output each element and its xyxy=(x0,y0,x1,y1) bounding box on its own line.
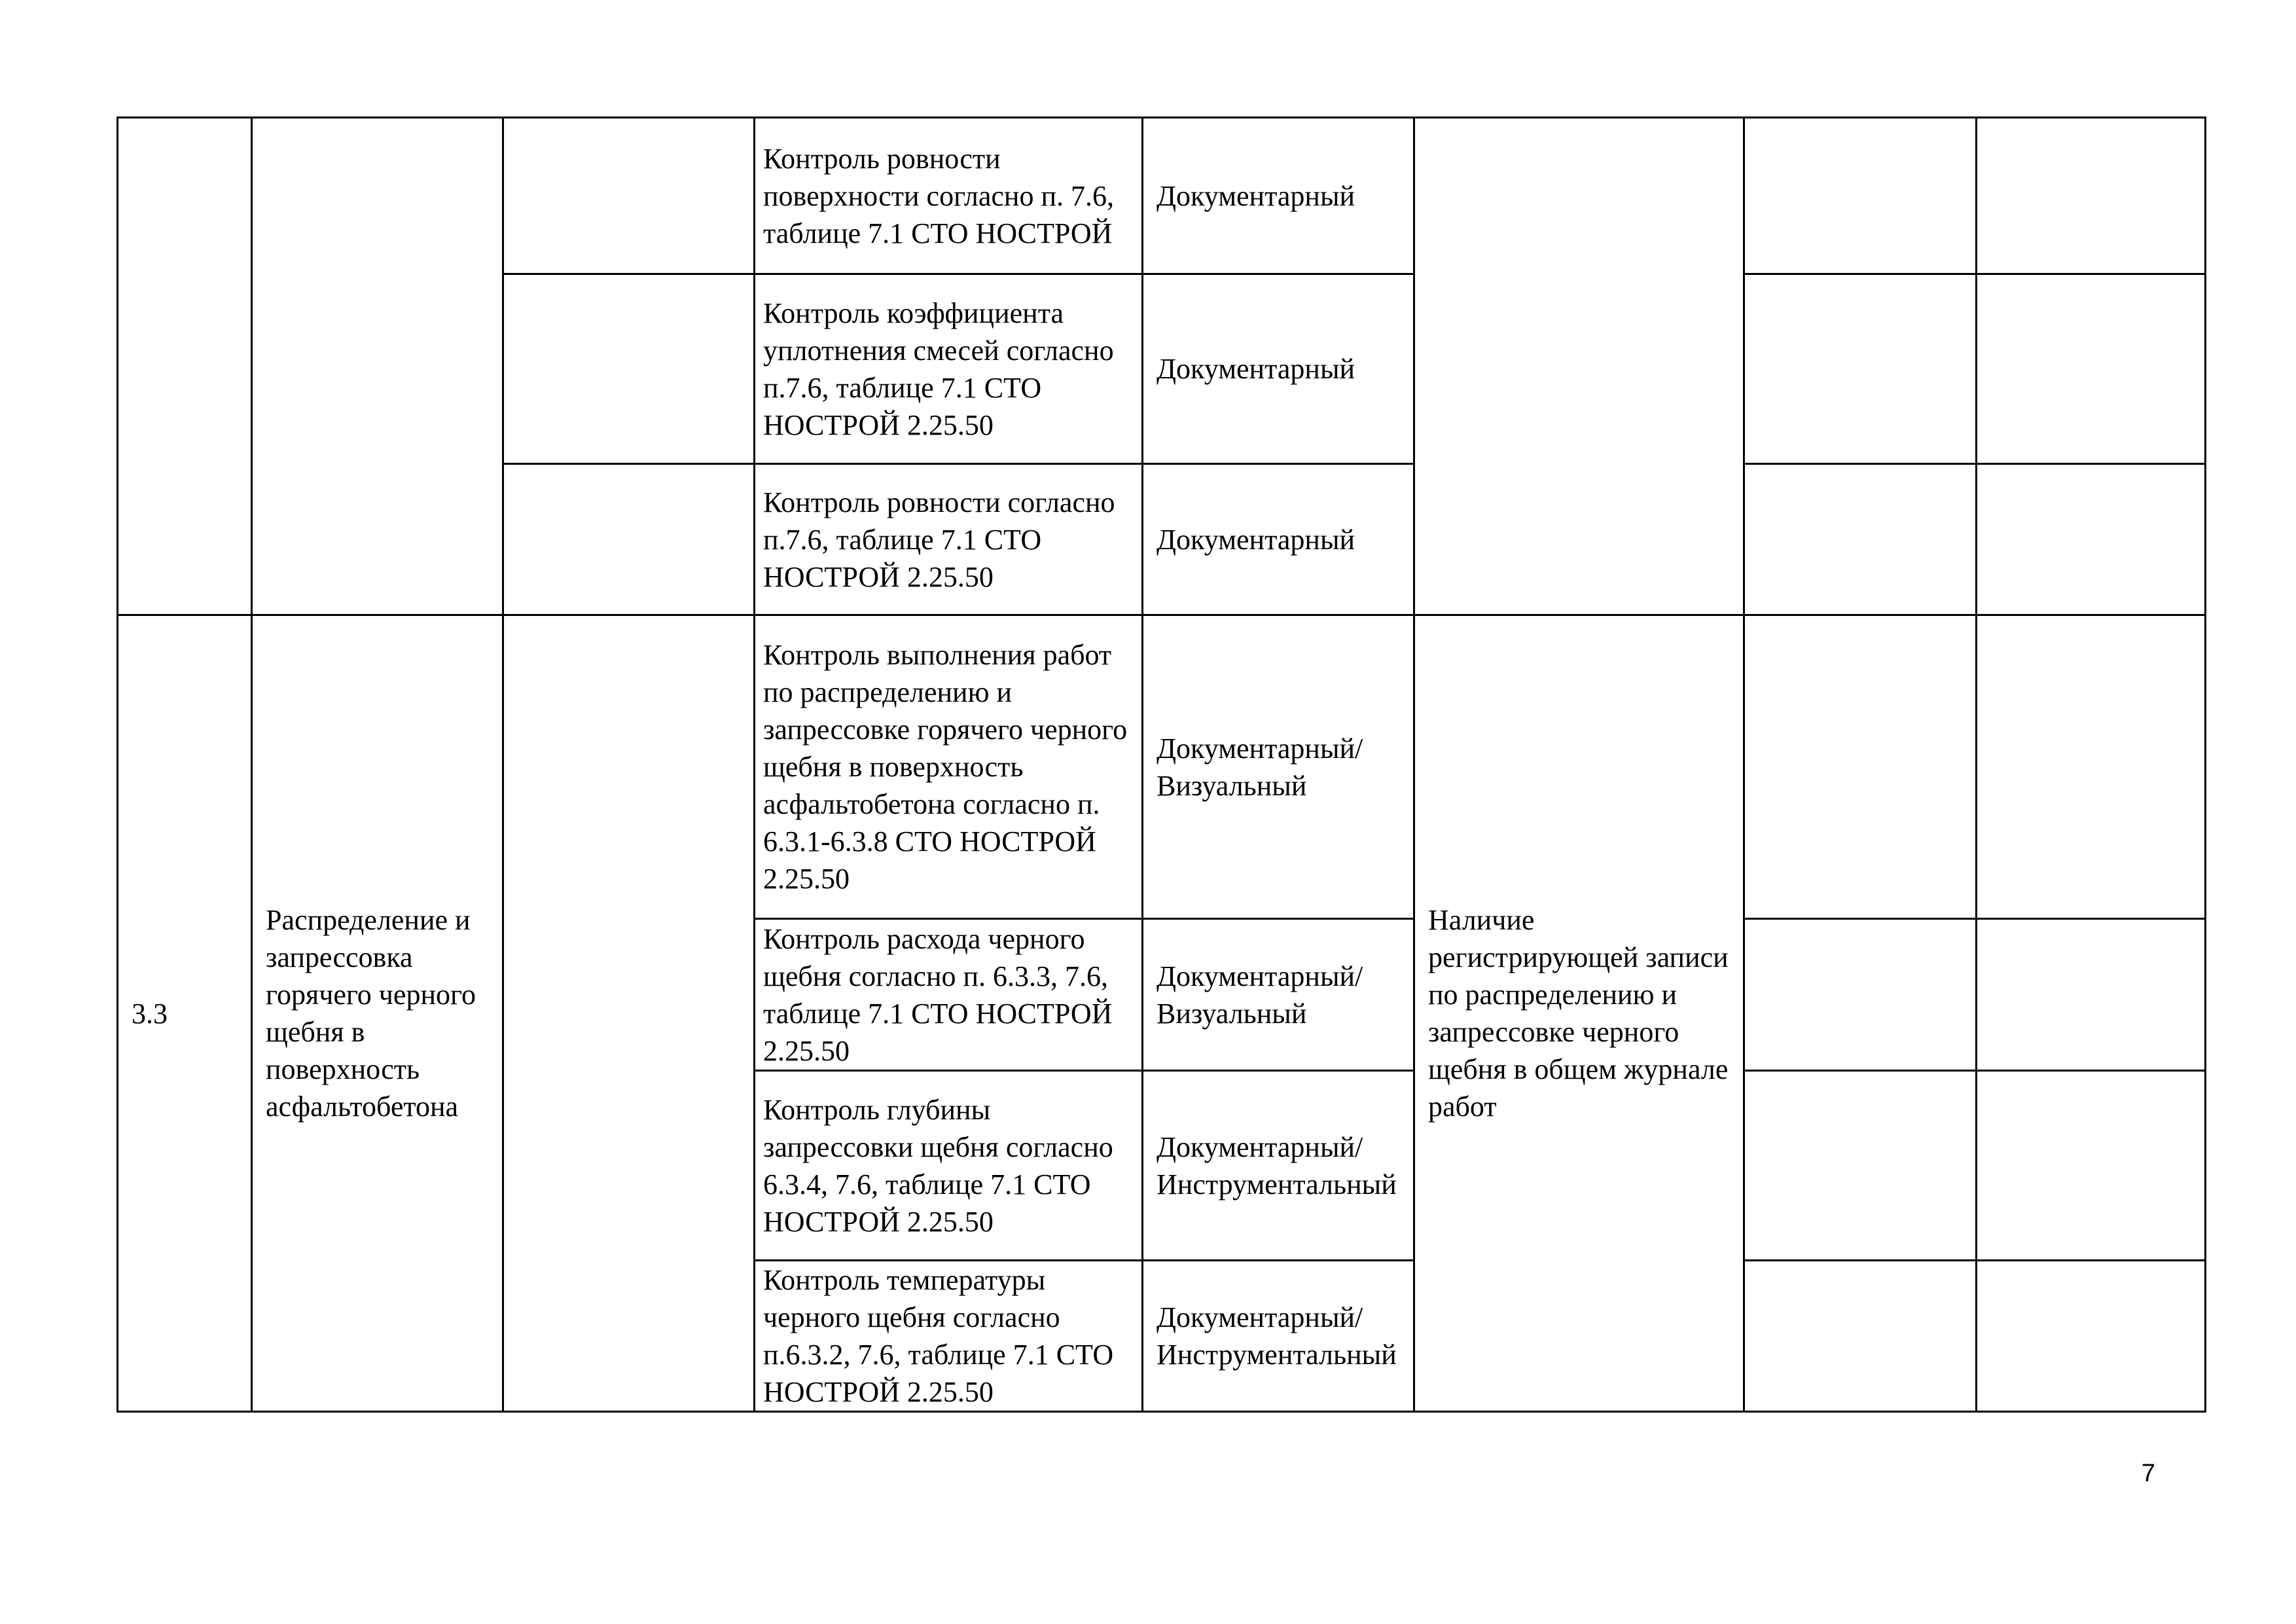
empty-cell xyxy=(1977,464,2206,615)
empty-cell xyxy=(1744,1261,1977,1412)
empty-cell xyxy=(1744,615,1977,919)
method-cell: Документарный/ Инструментальный xyxy=(1143,1071,1414,1261)
empty-cell xyxy=(1744,919,1977,1071)
table-row xyxy=(118,615,2206,919)
empty-cell xyxy=(1744,118,1977,274)
method-cell: Документарный/ Инструментальный xyxy=(1143,1261,1414,1412)
empty-cell xyxy=(1977,1071,2206,1261)
method-cell: Документарный xyxy=(1143,464,1414,615)
empty-cell xyxy=(1977,919,2206,1071)
method-cell: Документарный/ Визуальный xyxy=(1143,615,1414,919)
empty-cell xyxy=(1744,1071,1977,1261)
criterion-cell: Контроль ровности согласно п.7.6, таблице 7.1 СТО НОСТРОЙ 2.25.50 xyxy=(755,464,1143,615)
criterion-cell: Контроль коэффициента уплотнения смесей согласно п.7.6, таблице 7.1 СТО НОСТРОЙ 2.25.50 xyxy=(755,274,1143,464)
number-cell: 3.3 xyxy=(118,615,252,1412)
table-row xyxy=(118,118,2206,274)
control-table xyxy=(117,117,2206,1413)
empty-cell xyxy=(1977,615,2206,919)
empty-cell xyxy=(503,615,755,1412)
stage-cell xyxy=(252,118,503,615)
empty-cell xyxy=(503,118,755,274)
page-number: 7 xyxy=(2141,1460,2155,1487)
empty-cell xyxy=(1977,274,2206,464)
method-cell: Документарный xyxy=(1143,274,1414,464)
number-cell xyxy=(118,118,252,615)
method-cell: Документарный/ Визуальный xyxy=(1143,919,1414,1071)
empty-cell xyxy=(1977,1261,2206,1412)
empty-cell xyxy=(503,464,755,615)
criterion-cell: Контроль расхода черного щебня согласно п. 6.3.3, 7.6, таблице 7.1 СТО НОСТРОЙ 2.25.50 xyxy=(755,919,1143,1071)
empty-cell xyxy=(1744,464,1977,615)
record-cell xyxy=(1414,118,1744,615)
criterion-cell: Контроль глубины запрессовки щебня согласно 6.3.4, 7.6, таблице 7.1 СТО НОСТРОЙ 2.25.50 xyxy=(755,1071,1143,1261)
empty-cell xyxy=(1744,274,1977,464)
criterion-cell: Контроль температуры черного щебня согласно п.6.3.2, 7.6, таблице 7.1 СТО НОСТРОЙ 2.25.50 xyxy=(755,1261,1143,1412)
empty-cell xyxy=(1977,118,2206,274)
empty-cell xyxy=(503,274,755,464)
criterion-cell: Контроль выполнения работ по распределению и запрессовке горячего черного щебня в поверхность асфальтобетона согласно п. 6.3.1-6.3.8 СТО НОСТРОЙ 2.25.50 xyxy=(755,615,1143,919)
criterion-cell: Контроль ровности поверхности согласно п. 7.6, таблице 7.1 СТО НОСТРОЙ xyxy=(755,118,1143,274)
record-cell: Наличие регистрирующей записи по распределению и запрессовке черного щебня в общем журнале работ xyxy=(1414,615,1744,1412)
method-cell: Документарный xyxy=(1143,118,1414,274)
stage-cell: Распределение и запрессовка горячего черного щебня в поверхность асфальтобетона xyxy=(252,615,503,1412)
